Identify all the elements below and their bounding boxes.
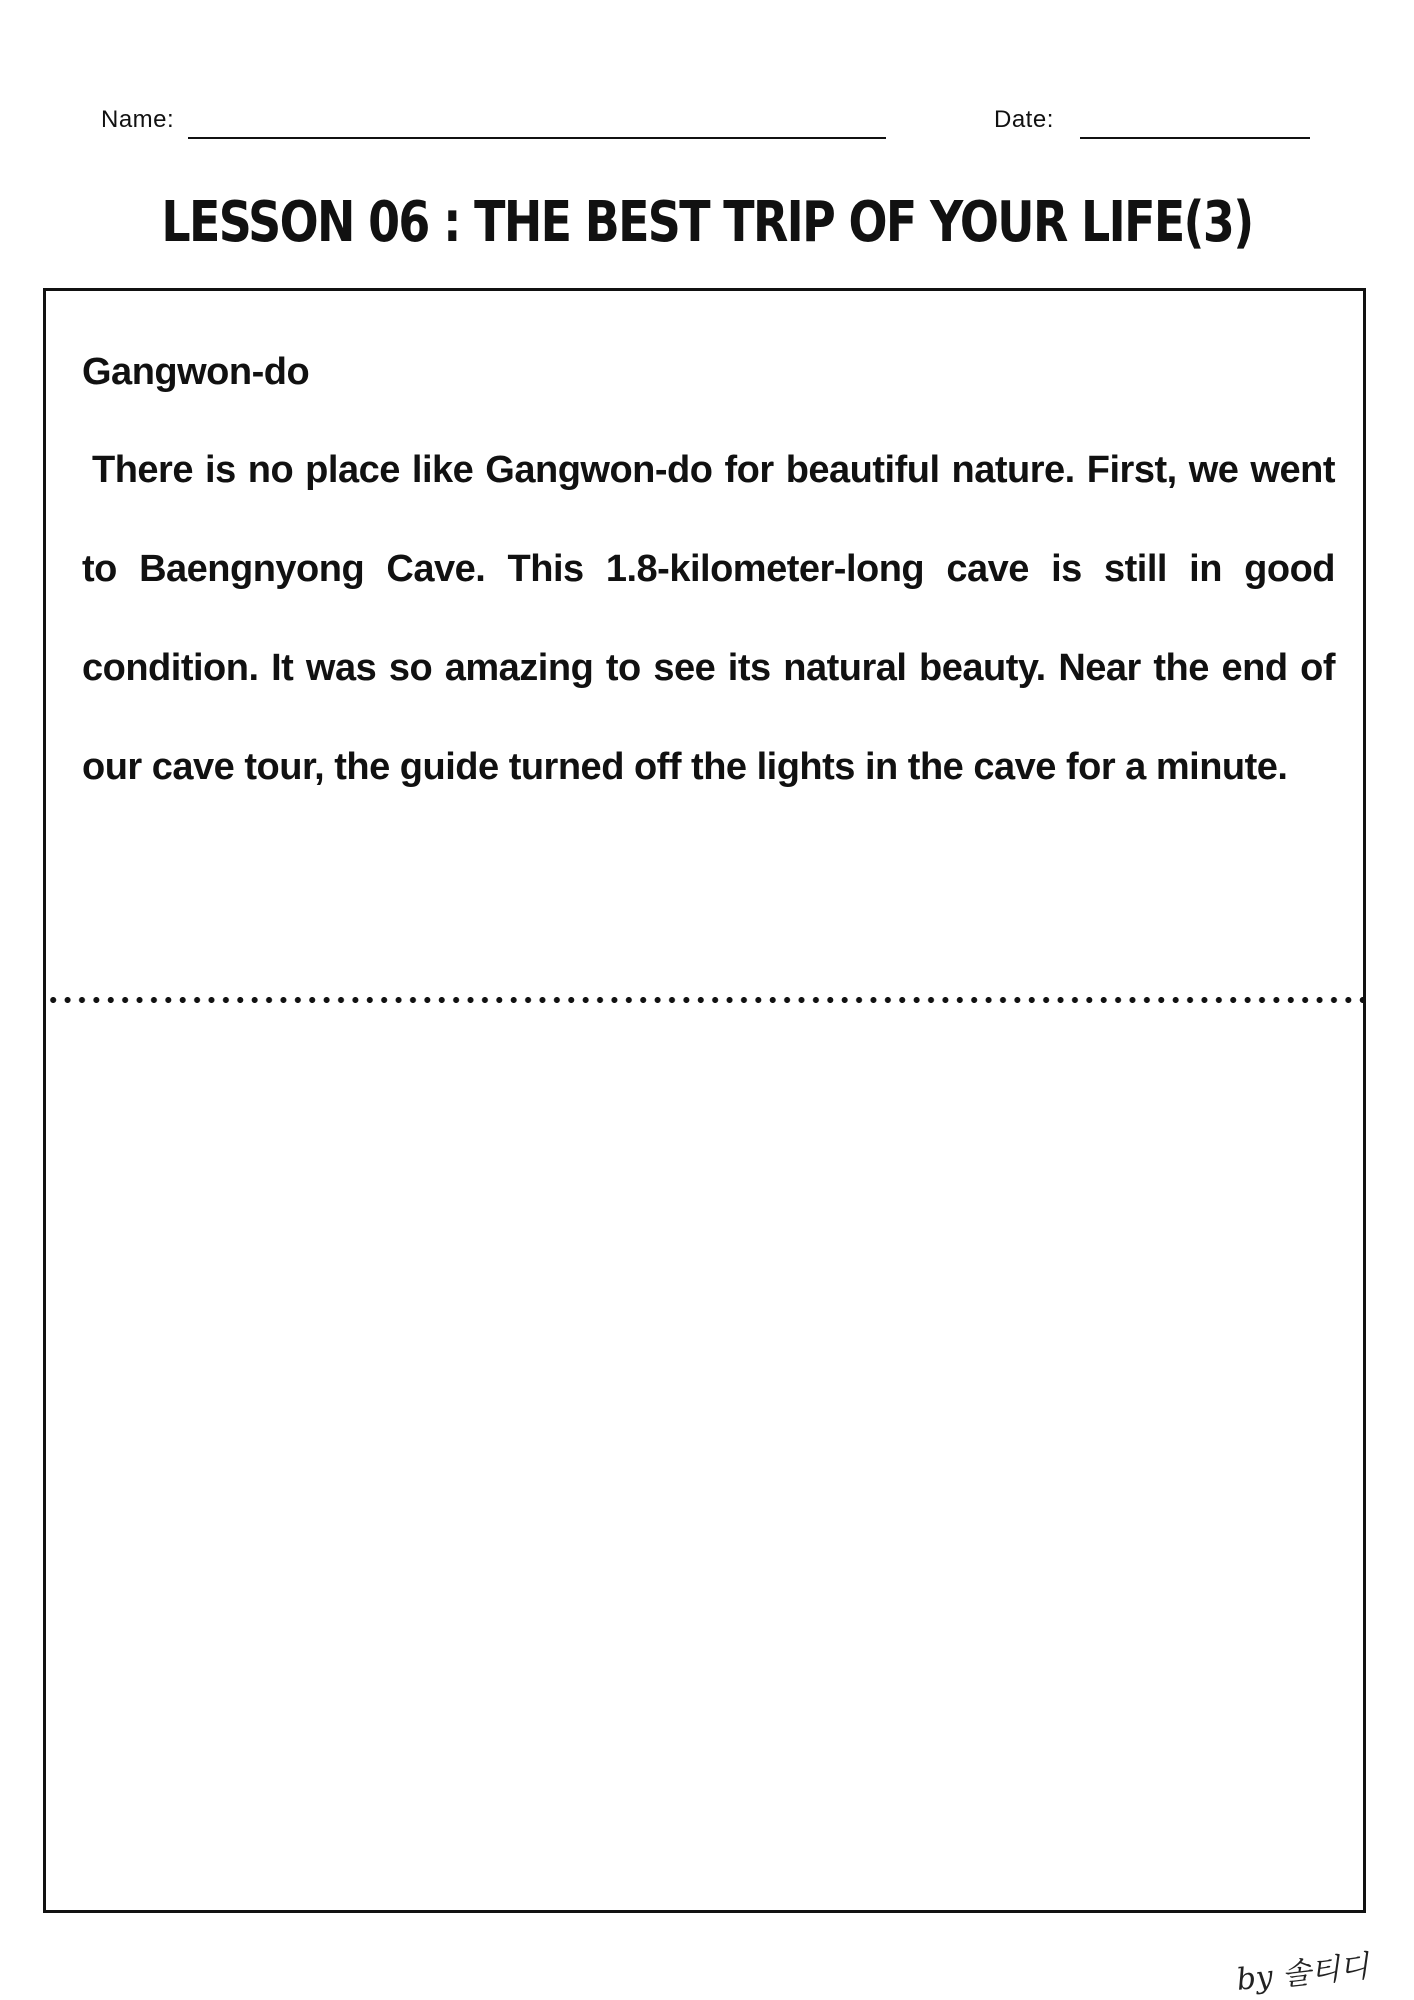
section-heading: Gangwon-do [82, 351, 310, 393]
date-field-line[interactable] [1080, 137, 1310, 139]
name-label: Name: [101, 106, 175, 133]
header-row [0, 104, 1414, 144]
page-title: LESSON 06 : THE BEST TRIP OF YOUR LIFE(3) [161, 190, 1253, 255]
name-field-line[interactable] [188, 137, 886, 139]
worksheet-frame [43, 288, 1366, 1913]
date-label: Date: [994, 106, 1054, 133]
reading-section [82, 347, 1335, 817]
reading-passage: There is no place like Gangwon-do for beautiful nature. First, we went to Baengnyong Cave. This 1.8-kilometer-long cave is still in good condition. It was so amazing to see its natural beauty. Near the end of our cave tour, the guide turned off the lights in the cave for a minute. [82, 449, 1335, 788]
author-signature: by 솔티디 [1234, 1949, 1371, 1998]
dotted-divider [46, 995, 1363, 1005]
